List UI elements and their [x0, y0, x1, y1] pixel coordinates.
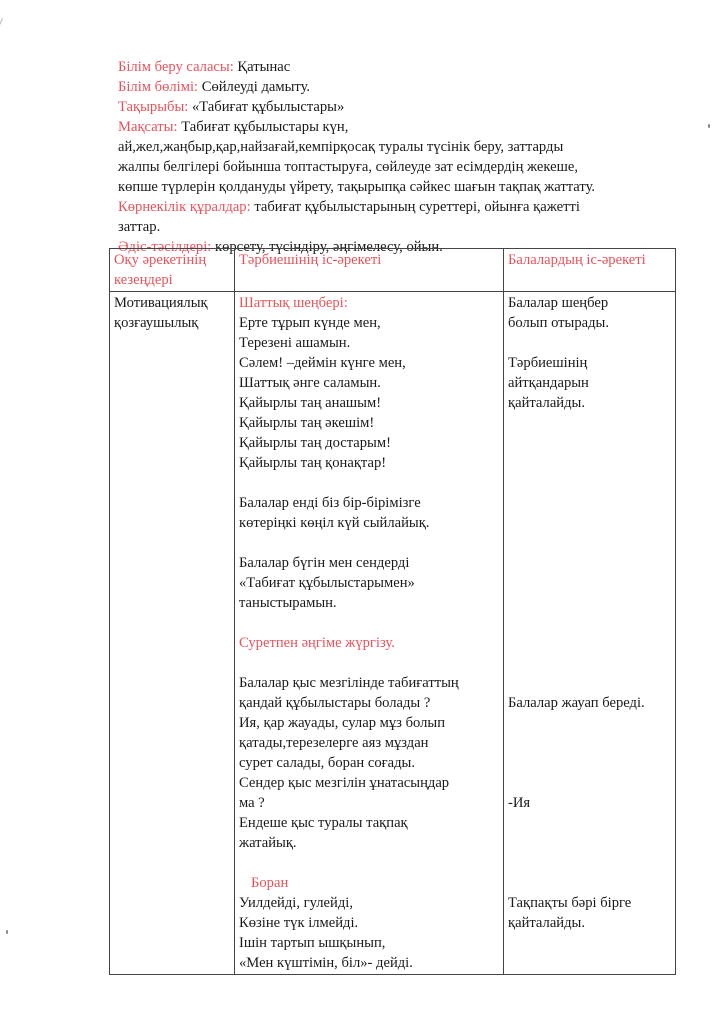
goal-value-line-4: көпше түрлерін қолдануды үйрету, тақырыпқа сәйкес шағын тақпақ жаттату. [118, 179, 596, 195]
column-header-children: Балалардың іс-әрекеті [504, 249, 676, 292]
paragraph-line: Ия, қар жауады, сулар мұз болып [239, 715, 446, 731]
spacer [239, 653, 499, 673]
methods-label: Әдіс-тәсілдері: [118, 239, 212, 255]
children-line: қайталайды. [508, 915, 585, 931]
goal-value-line-2: ай,жел,жаңбыр,қар,найзағай,кемпірқосақ туралы түсінік беру, заттарды [118, 139, 564, 155]
materials-value-line-2: заттар. [118, 219, 161, 235]
paragraph-line: Ендеше қыс туралы тақпақ [239, 815, 408, 831]
children-line: айтқандарын [508, 375, 589, 391]
materials-row [118, 197, 688, 217]
paragraph-line: таныстырамын. [239, 595, 337, 611]
topic-value: «Табиғат құбылыстары» [188, 99, 345, 115]
children-line: болып отырады. [508, 315, 610, 331]
scan-speck [6, 930, 8, 934]
scan-speck [708, 124, 710, 128]
paragraph-line: Балалар қыс мезгілінде табиғаттың [239, 675, 459, 691]
teacher-activity-cell [235, 292, 504, 975]
stage-cell [110, 292, 235, 975]
paragraph-line: жатайық. [239, 835, 297, 851]
goal-row [118, 117, 688, 137]
paragraph-line: «Табиғат құбылыстарымен» [239, 575, 415, 591]
children-activity-cell [504, 292, 676, 975]
lesson-plan-table [109, 248, 676, 975]
poem-line: «Мен күштімін, біл»- дейді. [239, 955, 413, 971]
paragraph-line: көтеріңкі көңіл күй сыйлайық. [239, 515, 430, 531]
poem-line: Ішін тартып ышқынып, [239, 935, 386, 951]
poem-line: Уилдейді, гулейді, [239, 895, 353, 911]
education-section-value: Сөйлеуді дамыту. [198, 79, 311, 95]
poem-line: Терезені ашамын. [239, 335, 351, 351]
spacer [239, 533, 499, 553]
column-header-stages: Оқу әрекетінің кезеңдері [110, 249, 235, 292]
topic-row [118, 97, 688, 117]
education-section-row [118, 77, 688, 97]
goal-value-line-1: Табиғат құбылыстары күн, [177, 119, 349, 135]
paragraph-line: қандай құбылыстары болады ? [239, 695, 431, 711]
spacer [508, 713, 671, 793]
stage-line: Мотивациялық [114, 295, 208, 311]
joy-circle-heading: Шаттық шеңбері: [239, 295, 348, 311]
poem-line: Қайырлы таң достарым! [239, 435, 391, 451]
table-header-row [110, 249, 676, 292]
materials-value-line-1: табиғат құбылыстарының суреттері, ойынға қажетті [250, 199, 580, 215]
lesson-header [118, 57, 688, 257]
poem-line: Қайырлы таң қонақтар! [239, 455, 387, 471]
topic-label: Тақырыбы: [118, 99, 189, 115]
poem-line: Ерте тұрып күнде мен, [239, 315, 381, 331]
spacer [508, 813, 671, 893]
children-line: -Ия [508, 795, 531, 811]
paragraph-line: Балалар бүгін мен сендерді [239, 555, 410, 571]
table-row [110, 292, 676, 975]
children-line: Тәрбиешінің [508, 355, 588, 371]
education-area-row [118, 57, 688, 77]
paragraph-line: Сендер қыс мезгілін ұнатасыңдар [239, 775, 450, 791]
poem-line: Қайырлы таң әкешім! [239, 415, 375, 431]
children-line: Балалар шеңбер [508, 295, 609, 311]
spacer [239, 613, 499, 633]
education-section-label: Білім бөлімі: [118, 79, 199, 95]
paragraph-line: ма ? [239, 795, 265, 811]
poem-line: Қайырлы таң анашым! [239, 395, 382, 411]
poem-line: Шаттық әнге саламын. [239, 375, 381, 391]
spacer [508, 333, 671, 353]
goal-label: Мақсаты: [118, 119, 178, 135]
stage-line: қозғаушылық [114, 315, 199, 331]
spacer [239, 853, 499, 873]
methods-value: көрсету, түсіндіру, әңгімелесу, ойын. [211, 239, 443, 255]
poem-line: Сәлем! –деймін күнге мен, [239, 355, 406, 371]
spacer [508, 413, 671, 693]
poem-line: Көзіне түк ілмейді. [239, 915, 359, 931]
education-area-label: Білім беру саласы: [118, 59, 234, 75]
column-header-teacher: Тәрбиешінің іс-әрекеті [235, 249, 504, 292]
paragraph-line: Балалар енді біз бір-бірімізге [239, 495, 421, 511]
goal-value-line-3: жалпы белгілері бойынша топтастыруға, сөйлеуде зат есімдердің жекеше, [118, 159, 578, 175]
paragraph-line: сурет салады, боран соғады. [239, 755, 416, 771]
children-line: қайталайды. [508, 395, 585, 411]
scan-artifact-line [0, 18, 3, 193]
poem-title: Боран [251, 875, 289, 891]
education-area-value: Қатынас [233, 59, 291, 75]
children-line: Тақпақты бәрі бірге [508, 895, 632, 911]
materials-label: Көрнекілік құралдар: [118, 199, 251, 215]
paragraph-line: қатады,терезелерге аяз мұздан [239, 735, 429, 751]
spacer [239, 473, 499, 493]
children-line: Балалар жауап береді. [508, 695, 645, 711]
picture-talk-heading: Суретпен әңгіме жүргізу. [239, 635, 395, 651]
